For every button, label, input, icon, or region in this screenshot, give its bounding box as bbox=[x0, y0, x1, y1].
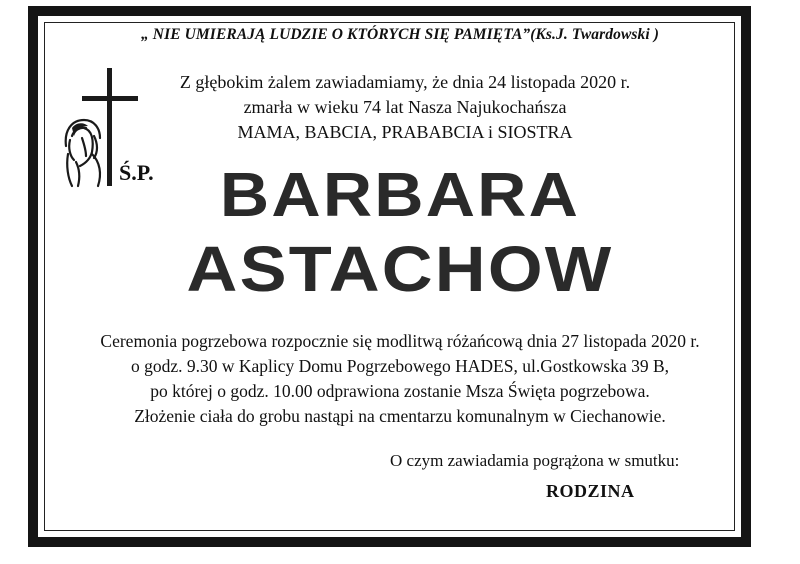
last-name: ASTACHOW bbox=[186, 233, 614, 305]
intro-line-3: MAMA, BABCIA, PRABABCIA i SIOSTRA bbox=[237, 122, 573, 142]
closing-text: O czym zawiadamia pogrążona w smutku: bbox=[390, 451, 680, 470]
ceremony-line-3: po której o godz. 10.00 odprawiona zostanie Msza Święta pogrzebowa. bbox=[150, 381, 650, 401]
first-name: BARBARA bbox=[219, 161, 581, 230]
ceremony-line-4: Złożenie ciała do grobu nastąpi na cmentarzu komunalnym w Ciechanowie. bbox=[134, 406, 666, 426]
prefix-sp: Ś.P. bbox=[119, 160, 154, 185]
ceremony-line-1: Ceremonia pogrzebowa rozpocznie się modlitwą różańcową dnia 27 listopada 2020 r. bbox=[100, 331, 700, 351]
intro-line-2: zmarła w wieku 74 lat Nasza Najukochańsza bbox=[243, 97, 567, 117]
intro-line-1: Z głębokim żalem zawiadamiamy, że dnia 24 listopada 2020 r. bbox=[179, 72, 631, 92]
ceremony-line-2: o godz. 9.30 w Kaplicy Domu Pogrzebowego HADES, ul.Gostkowska 39 B, bbox=[130, 356, 670, 376]
motto: „ NIE UMIERAJĄ LUDZIE O KTÓRYCH SIĘ PAMIĘTA”(Ks.J. Twardowski ) bbox=[140, 26, 660, 43]
signature: RODZINA bbox=[546, 481, 635, 501]
